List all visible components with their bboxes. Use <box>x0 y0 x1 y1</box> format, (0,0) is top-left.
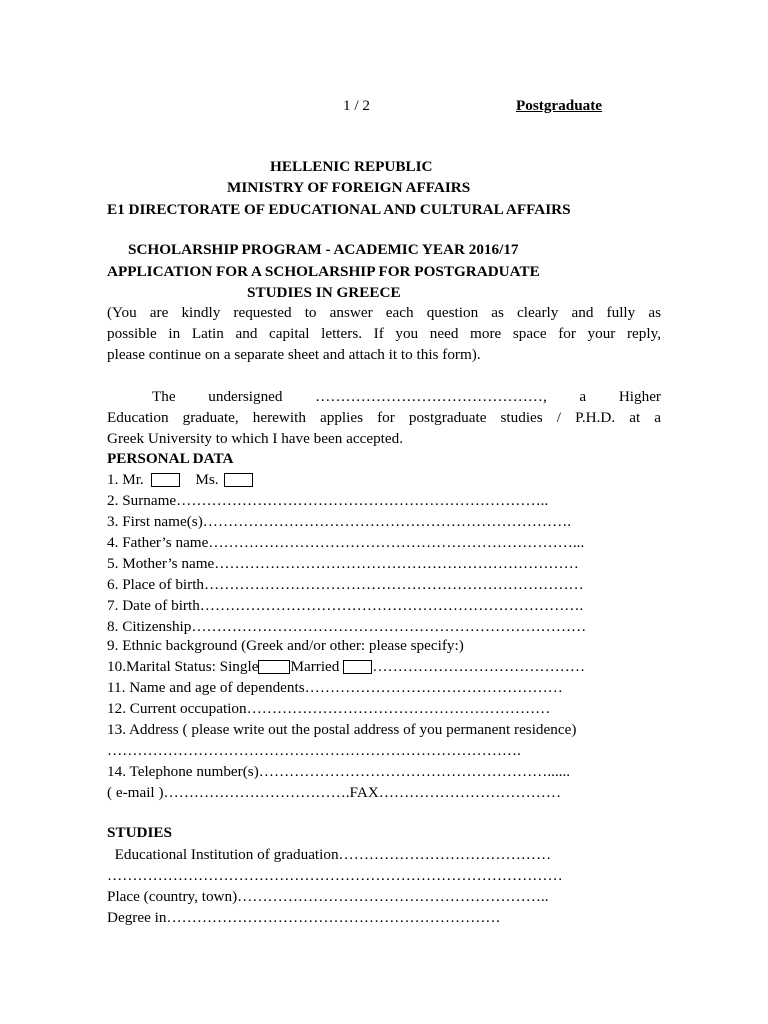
ethnic-background-field[interactable]: 9. Ethnic background (Greek and/or other: please specify:) <box>107 637 464 654</box>
single-checkbox[interactable] <box>258 660 290 674</box>
address-label: 13. Address ( please write out the postal address of you permanent residence) <box>107 721 577 738</box>
declaration-line-1: The undersigned ………………………………………, a Higher <box>152 388 661 405</box>
program-line-2: APPLICATION FOR A SCHOLARSHIP FOR POSTGRADUATE <box>107 263 540 280</box>
birthdate-field[interactable]: 7. Date of birth…………………………………………………………………. <box>107 597 584 614</box>
marital-single-label: 10.Marital Status: Single <box>107 658 259 675</box>
mother-name-field[interactable]: 5. Mother’s name……………………………………………………………… <box>107 555 579 572</box>
email-fax-field[interactable]: ( e-mail )……………………………….FAX……………………………… <box>107 784 562 801</box>
title-line-1: HELLENIC REPUBLIC <box>270 158 433 175</box>
title-selection-row <box>107 470 253 489</box>
instructions-line-1: (You are kindly requested to answer each question as clearly and fully as <box>107 304 661 321</box>
declaration-line-3: Greek University to which I have been accepted. <box>107 430 404 447</box>
mr-label: 1. Mr. <box>107 471 144 488</box>
marital-status-row <box>107 657 585 676</box>
ms-checkbox[interactable] <box>224 473 253 487</box>
birthplace-field[interactable]: 6. Place of birth………………………………………………………………… <box>107 576 584 593</box>
marital-dots: …………………………………… <box>372 658 585 675</box>
level-label-text: Postgraduate <box>516 97 603 114</box>
degree-field[interactable]: Degree in………………………………………………………… <box>107 909 501 926</box>
program-line-1: SCHOLARSHIP PROGRAM - ACADEMIC YEAR 2016/17 <box>128 241 519 258</box>
title-line-3: E1 DIRECTORATE OF EDUCATIONAL AND CULTURAL AFFAIRS <box>107 201 571 218</box>
married-checkbox[interactable] <box>343 660 372 674</box>
ms-label: Ms. <box>195 471 219 488</box>
program-line-3: STUDIES IN GREECE <box>247 284 401 301</box>
telephone-field[interactable]: 14. Telephone number(s)…………………………………………………...... <box>107 763 571 780</box>
personal-data-heading: PERSONAL DATA <box>107 450 234 467</box>
studies-heading: STUDIES <box>107 824 172 841</box>
institution-field[interactable]: Educational Institution of graduation…………………………………… <box>107 846 552 863</box>
marital-married-label: Married <box>290 658 340 675</box>
level-label <box>516 96 602 115</box>
institution-field-continued[interactable]: ……………………………………………………………………………… <box>107 867 563 884</box>
mr-checkbox[interactable] <box>151 473 180 487</box>
title-line-2: MINISTRY OF FOREIGN AFFAIRS <box>227 179 471 196</box>
occupation-field[interactable]: 12. Current occupation…………………………………………………… <box>107 700 551 717</box>
father-name-field[interactable]: 4. Father’s name………………………………………………………………... <box>107 534 585 551</box>
address-field[interactable]: ………………………………………………………………………. <box>107 742 521 759</box>
dependents-field[interactable]: 11. Name and age of dependents…………………………………………… <box>107 679 563 696</box>
citizenship-field[interactable]: 8. Citizenship…………………………………………………………………… <box>107 618 587 635</box>
place-field[interactable]: Place (country, town)…………………………………………………….. <box>107 888 549 905</box>
page-number: 1 / 2 <box>343 97 371 114</box>
first-name-field[interactable]: 3. First name(s)………………………………………………………………. <box>107 513 572 530</box>
instructions-line-3: please continue on a separate sheet and attach it to this form). <box>107 346 481 363</box>
instructions-line-2: possible in Latin and capital letters. If you need more space for your reply, <box>107 325 661 342</box>
declaration-line-2: Education graduate, herewith applies for postgraduate studies / P.H.D. at a <box>107 409 661 426</box>
surname-field[interactable]: 2. Surname……………………………………………………………….. <box>107 492 549 509</box>
